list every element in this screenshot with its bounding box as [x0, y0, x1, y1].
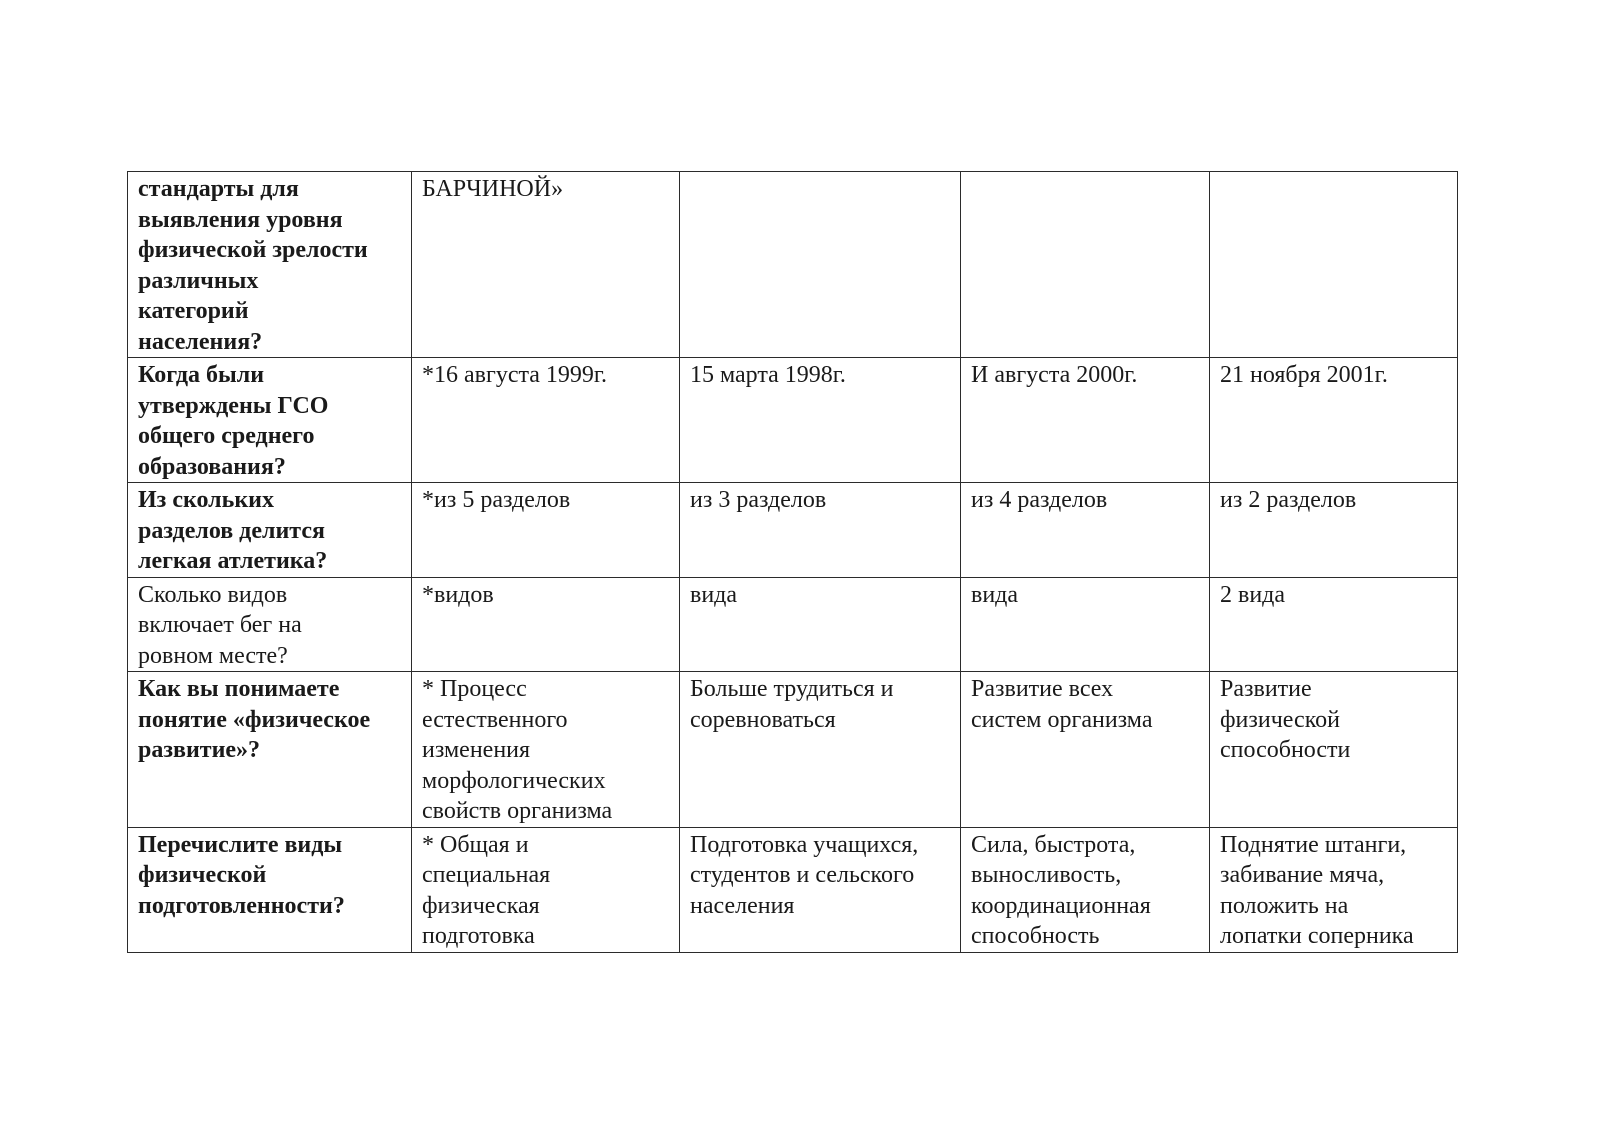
quiz-table: [127, 171, 1458, 953]
answer-cell-d: [1210, 172, 1458, 358]
answer-cell-a: * Процесс естественного изменения морфологических свойств организма: [412, 672, 680, 828]
answer-cell-c: И августа 2000г.: [961, 358, 1210, 483]
answer-cell-d: из 2 разделов: [1210, 483, 1458, 578]
answer-cell-c: вида: [961, 577, 1210, 672]
table-row: [128, 827, 1458, 952]
answer-cell-c: [961, 172, 1210, 358]
answer-cell-b: [680, 172, 961, 358]
answer-cell-b: из 3 разделов: [680, 483, 961, 578]
answer-cell-a: *из 5 разделов: [412, 483, 680, 578]
question-cell: стандарты для выявления уровня физической зрелости различных категорий населения?: [128, 172, 412, 358]
answer-cell-a: * Общая и специальная физическая подготовка: [412, 827, 680, 952]
question-cell: Из скольких разделов делится легкая атлетика?: [128, 483, 412, 578]
question-cell: Сколько видов включает бег на ровном месте?: [128, 577, 412, 672]
table-row: [128, 483, 1458, 578]
answer-cell-b: 15 марта 1998г.: [680, 358, 961, 483]
answer-cell-c: из 4 разделов: [961, 483, 1210, 578]
answer-cell-d: 21 ноября 2001г.: [1210, 358, 1458, 483]
table-row: [128, 672, 1458, 828]
table-row: [128, 172, 1458, 358]
answer-cell-b: вида: [680, 577, 961, 672]
answer-cell-a: *видов: [412, 577, 680, 672]
question-cell: Как вы понимаете понятие «физическое развитие»?: [128, 672, 412, 828]
answer-cell-d: Развитие физической способности: [1210, 672, 1458, 828]
answer-cell-c: Развитие всех систем организма: [961, 672, 1210, 828]
answer-cell-d: Поднятие штанги, забивание мяча, положить на лопатки соперника: [1210, 827, 1458, 952]
answer-cell-b: Подготовка учащихся, студентов и сельского населения: [680, 827, 961, 952]
table-row: [128, 358, 1458, 483]
question-cell: Перечислите виды физической подготовленности?: [128, 827, 412, 952]
question-cell: Когда были утверждены ГСО общего среднего образования?: [128, 358, 412, 483]
answer-cell-a: БАРЧИНОЙ»: [412, 172, 680, 358]
answer-cell-a: *16 августа 1999г.: [412, 358, 680, 483]
answer-cell-d: 2 вида: [1210, 577, 1458, 672]
answer-cell-b: Больше трудиться и соревноваться: [680, 672, 961, 828]
answer-cell-c: Сила, быстрота, выносливость, координационная способность: [961, 827, 1210, 952]
table-row: [128, 577, 1458, 672]
